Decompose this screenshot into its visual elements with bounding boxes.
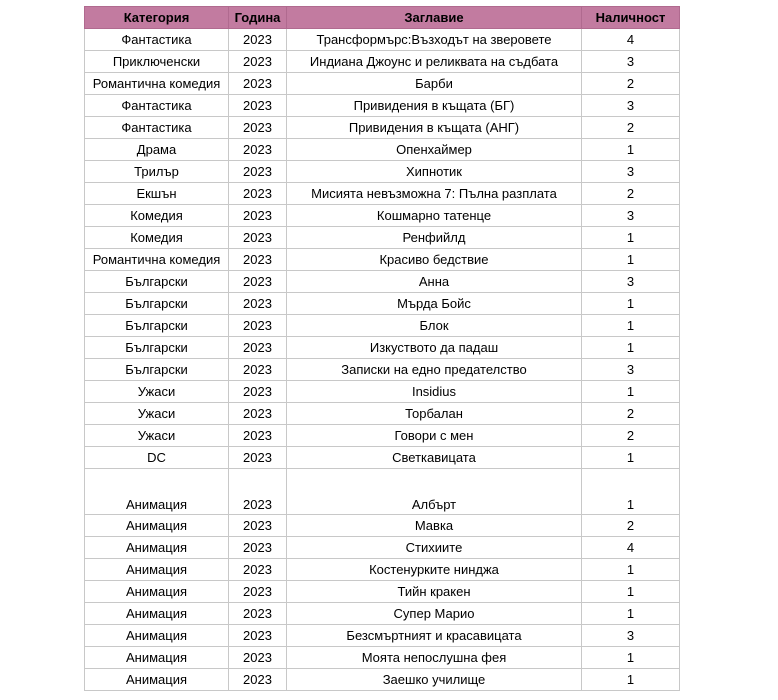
- cell-stock: 4: [582, 537, 680, 559]
- cell-stock: 1: [582, 315, 680, 337]
- cell-stock: 3: [582, 271, 680, 293]
- table-row: [85, 559, 680, 581]
- table-row: [85, 425, 680, 447]
- cell-title: Стихиите: [287, 537, 582, 559]
- cell-category: Драма: [85, 139, 229, 161]
- cell-category: Български: [85, 293, 229, 315]
- table-row: [85, 139, 680, 161]
- cell-title: Безсмъртният и красавицата: [287, 625, 582, 647]
- table-row: [85, 381, 680, 403]
- cell-stock: 1: [582, 603, 680, 625]
- cell-stock: 3: [582, 161, 680, 183]
- cell-category: Анимация: [85, 669, 229, 691]
- cell-title: Блок: [287, 315, 582, 337]
- cell-title: Анна: [287, 271, 582, 293]
- cell-title: Супер Марио: [287, 603, 582, 625]
- cell-year: 2023: [229, 271, 287, 293]
- table-row: [85, 227, 680, 249]
- cell-year: 2023: [229, 205, 287, 227]
- cell-category: DC: [85, 447, 229, 469]
- cell-year: 2023: [229, 315, 287, 337]
- cell-year: 2023: [229, 117, 287, 139]
- cell-category: Български: [85, 337, 229, 359]
- cell-category: Анимация: [85, 469, 229, 515]
- cell-category: Ужаси: [85, 403, 229, 425]
- cell-year: 2023: [229, 537, 287, 559]
- table-row: [85, 271, 680, 293]
- table-row: [85, 293, 680, 315]
- cell-category: Приключенски: [85, 51, 229, 73]
- cell-title: Трансформърс:Възходът на зверовете: [287, 29, 582, 51]
- cell-title: Мърда Бойс: [287, 293, 582, 315]
- cell-year: 2023: [229, 139, 287, 161]
- cell-category: Фантастика: [85, 29, 229, 51]
- table-row: [85, 647, 680, 669]
- table-row: [85, 469, 680, 515]
- cell-year: 2023: [229, 625, 287, 647]
- table-row: [85, 359, 680, 381]
- table-row: [85, 183, 680, 205]
- cell-year: 2023: [229, 403, 287, 425]
- cell-year: 2023: [229, 515, 287, 537]
- table-row: [85, 537, 680, 559]
- table-row: [85, 73, 680, 95]
- table-row: [85, 403, 680, 425]
- cell-category: Ужаси: [85, 425, 229, 447]
- cell-year: 2023: [229, 559, 287, 581]
- cell-title: Insidius: [287, 381, 582, 403]
- header-row: [85, 7, 680, 29]
- header-title: Заглавие: [287, 7, 582, 29]
- cell-title: Мавка: [287, 515, 582, 537]
- table-row: [85, 51, 680, 73]
- cell-stock: 3: [582, 205, 680, 227]
- cell-stock: 1: [582, 647, 680, 669]
- cell-year: 2023: [229, 73, 287, 95]
- cell-year: 2023: [229, 359, 287, 381]
- cell-category: Анимация: [85, 537, 229, 559]
- cell-stock: 2: [582, 403, 680, 425]
- table-row: [85, 515, 680, 537]
- cell-stock: 1: [582, 669, 680, 691]
- cell-stock: 3: [582, 625, 680, 647]
- cell-category: Български: [85, 271, 229, 293]
- cell-stock: 1: [582, 559, 680, 581]
- cell-title: Мисията невъзможна 7: Пълна разплата: [287, 183, 582, 205]
- table-row: [85, 581, 680, 603]
- cell-title: Кошмарно татенце: [287, 205, 582, 227]
- cell-stock: 2: [582, 515, 680, 537]
- cell-year: 2023: [229, 293, 287, 315]
- cell-year: 2023: [229, 669, 287, 691]
- cell-stock: 1: [582, 469, 680, 515]
- cell-stock: 2: [582, 425, 680, 447]
- table-row: [85, 603, 680, 625]
- cell-category: Трилър: [85, 161, 229, 183]
- cell-category: Романтична комедия: [85, 249, 229, 271]
- table-row: [85, 447, 680, 469]
- cell-stock: 2: [582, 117, 680, 139]
- cell-stock: 1: [582, 227, 680, 249]
- cell-year: 2023: [229, 29, 287, 51]
- cell-category: Български: [85, 359, 229, 381]
- cell-title: Тийн кракен: [287, 581, 582, 603]
- cell-title: Записки на едно предателство: [287, 359, 582, 381]
- cell-title: Албърт: [287, 469, 582, 515]
- cell-category: Фантастика: [85, 95, 229, 117]
- cell-category: Романтична комедия: [85, 73, 229, 95]
- cell-category: Екшън: [85, 183, 229, 205]
- cell-category: Анимация: [85, 515, 229, 537]
- cell-stock: 1: [582, 381, 680, 403]
- cell-title: Костенурките нинджа: [287, 559, 582, 581]
- table-row: [85, 249, 680, 271]
- cell-year: 2023: [229, 447, 287, 469]
- cell-title: Изкуството да падаш: [287, 337, 582, 359]
- cell-category: Анимация: [85, 603, 229, 625]
- cell-stock: 1: [582, 337, 680, 359]
- cell-title: Барби: [287, 73, 582, 95]
- cell-stock: 1: [582, 249, 680, 271]
- table-row: [85, 669, 680, 691]
- cell-category: Фантастика: [85, 117, 229, 139]
- cell-year: 2023: [229, 425, 287, 447]
- cell-title: Заешко училище: [287, 669, 582, 691]
- table-row: [85, 95, 680, 117]
- table-row: [85, 117, 680, 139]
- cell-category: Анимация: [85, 559, 229, 581]
- table-row: [85, 29, 680, 51]
- cell-year: 2023: [229, 183, 287, 205]
- cell-title: Моята непослушна фея: [287, 647, 582, 669]
- cell-title: Индиана Джоунс и реликвата на съдбата: [287, 51, 582, 73]
- cell-stock: 2: [582, 73, 680, 95]
- cell-stock: 2: [582, 183, 680, 205]
- header-stock: Наличност: [582, 7, 680, 29]
- cell-title: Хипнотик: [287, 161, 582, 183]
- table-row: [85, 625, 680, 647]
- cell-stock: 3: [582, 51, 680, 73]
- cell-stock: 3: [582, 359, 680, 381]
- cell-year: 2023: [229, 381, 287, 403]
- table-row: [85, 315, 680, 337]
- cell-category: Комедия: [85, 227, 229, 249]
- cell-category: Анимация: [85, 581, 229, 603]
- cell-category: Ужаси: [85, 381, 229, 403]
- cell-title: Привидения в къщата (БГ): [287, 95, 582, 117]
- cell-stock: 1: [582, 581, 680, 603]
- table-row: [85, 205, 680, 227]
- cell-category: Комедия: [85, 205, 229, 227]
- cell-year: 2023: [229, 647, 287, 669]
- cell-stock: 1: [582, 293, 680, 315]
- table-row: [85, 337, 680, 359]
- cell-stock: 3: [582, 95, 680, 117]
- cell-year: 2023: [229, 581, 287, 603]
- cell-title: Опенхаймер: [287, 139, 582, 161]
- cell-year: 2023: [229, 337, 287, 359]
- cell-title: Привидения в къщата (АНГ): [287, 117, 582, 139]
- cell-category: Български: [85, 315, 229, 337]
- cell-stock: 4: [582, 29, 680, 51]
- cell-year: 2023: [229, 227, 287, 249]
- cell-year: 2023: [229, 249, 287, 271]
- header-category: Категория: [85, 7, 229, 29]
- cell-year: 2023: [229, 469, 287, 515]
- cell-year: 2023: [229, 51, 287, 73]
- cell-title: Ренфийлд: [287, 227, 582, 249]
- cell-year: 2023: [229, 95, 287, 117]
- cell-year: 2023: [229, 161, 287, 183]
- cell-category: Анимация: [85, 625, 229, 647]
- inventory-table: [84, 6, 680, 691]
- cell-title: Светкавицата: [287, 447, 582, 469]
- cell-category: Анимация: [85, 647, 229, 669]
- cell-stock: 1: [582, 447, 680, 469]
- cell-title: Красиво бедствие: [287, 249, 582, 271]
- cell-stock: 1: [582, 139, 680, 161]
- cell-year: 2023: [229, 603, 287, 625]
- header-year: Година: [229, 7, 287, 29]
- cell-title: Торбалан: [287, 403, 582, 425]
- cell-title: Говори с мен: [287, 425, 582, 447]
- table-row: [85, 161, 680, 183]
